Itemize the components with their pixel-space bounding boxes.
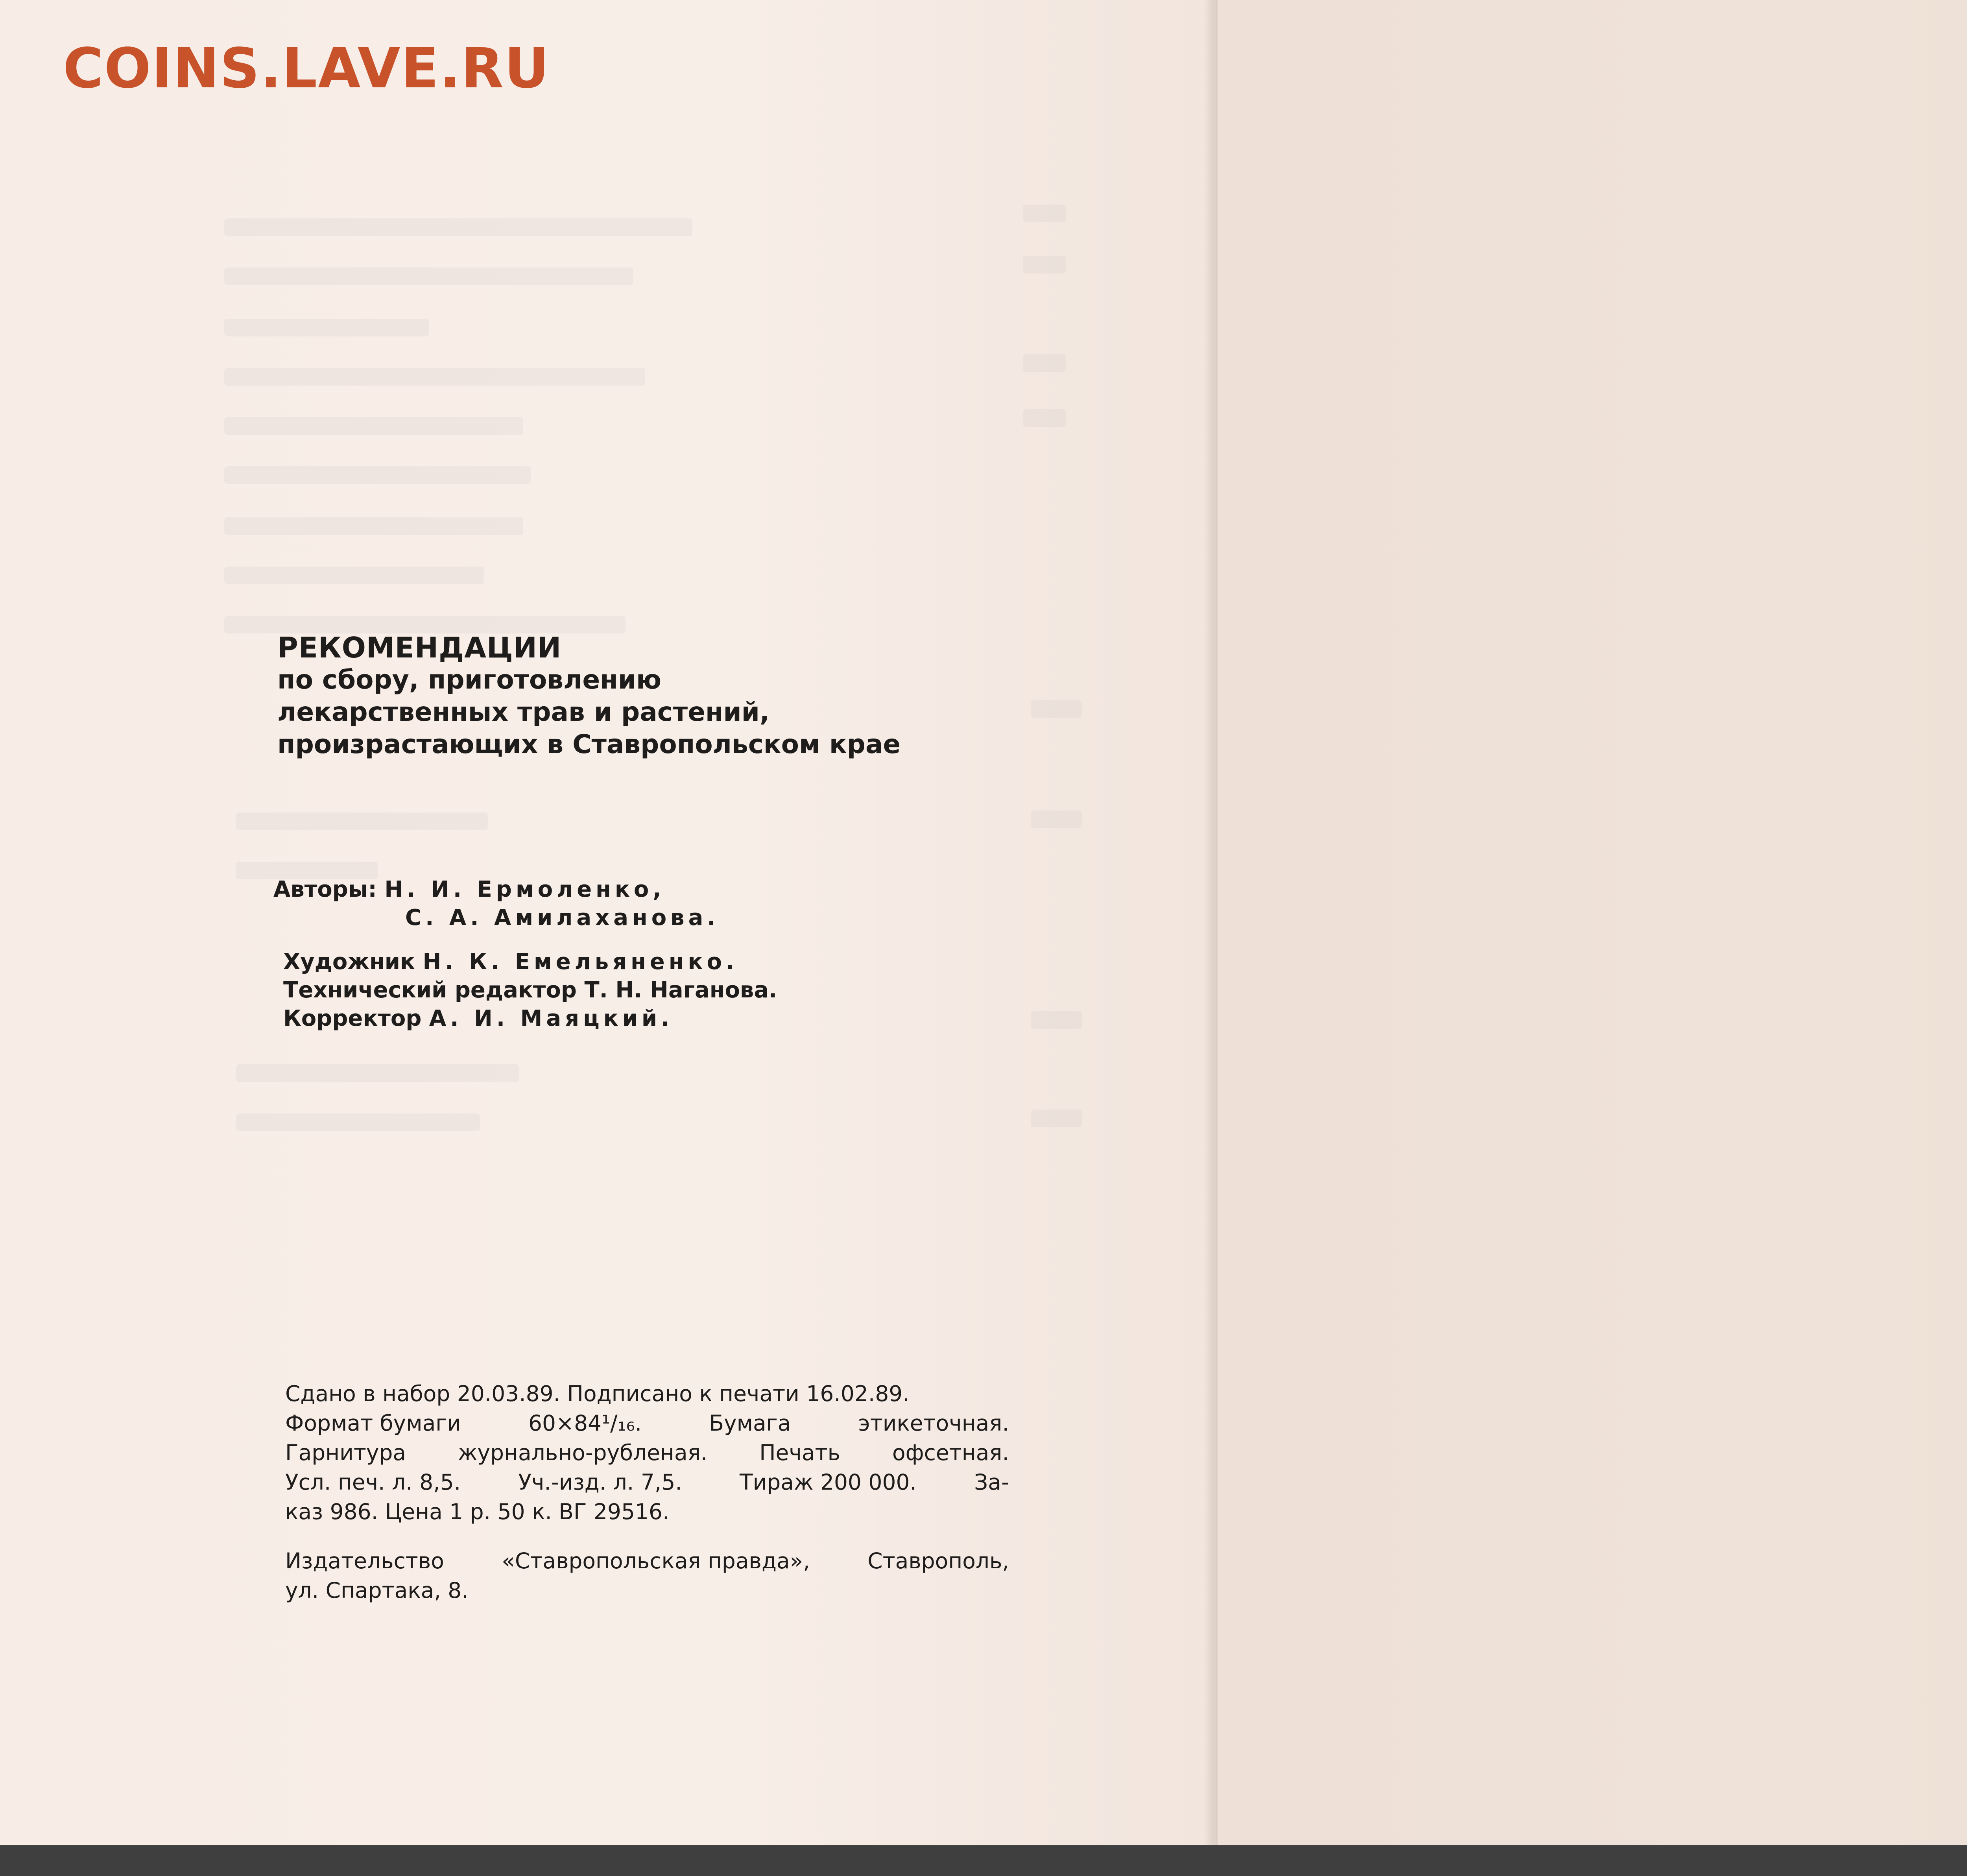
show-through-line bbox=[224, 417, 523, 435]
show-through-number bbox=[1023, 409, 1066, 427]
imprint-word: этикеточная. bbox=[858, 1411, 1009, 1436]
imprint-word: Тираж 200 000. bbox=[740, 1470, 917, 1495]
book-title bbox=[277, 631, 900, 761]
corrector-label: Корректор bbox=[283, 1006, 422, 1031]
artist-line bbox=[273, 948, 777, 976]
authors-label: Авторы: bbox=[273, 877, 377, 902]
show-through-line bbox=[236, 1064, 519, 1082]
title-line: лекарственных трав и растений, bbox=[277, 697, 770, 727]
imprint-line bbox=[285, 1409, 1009, 1438]
author-name: С. А. Амилаханова. bbox=[405, 905, 720, 931]
show-through-number bbox=[1031, 1011, 1082, 1029]
imprint-line: каз 986. Цена 1 р. 50 к. ВГ 29516. bbox=[285, 1499, 670, 1524]
authors-line bbox=[273, 904, 777, 932]
scan-background-bottom bbox=[0, 1845, 1967, 1876]
site-watermark: COINS.LAVE.RU bbox=[63, 37, 550, 101]
imprint-word: За- bbox=[974, 1470, 1009, 1495]
show-through-number bbox=[1031, 700, 1082, 718]
imprint-word: журнально-рубленая. bbox=[458, 1440, 708, 1465]
imprint-word: Усл. печ. л. 8,5. bbox=[285, 1470, 461, 1495]
show-through-line bbox=[224, 368, 645, 386]
publisher-name: «Ставропольская правда», bbox=[502, 1548, 810, 1573]
tech-editor-line bbox=[273, 976, 777, 1004]
title-line: по сбору, приготовлению bbox=[277, 665, 662, 695]
show-through-line bbox=[224, 319, 429, 336]
imprint-word: Печать bbox=[759, 1440, 841, 1465]
imprint-word: Гарнитура bbox=[285, 1440, 406, 1465]
credits-block bbox=[273, 875, 777, 1033]
right-page-blank bbox=[1218, 0, 1967, 1849]
publisher-line bbox=[285, 1546, 1009, 1576]
imprint-word: Уч.-изд. л. 7,5. bbox=[518, 1470, 682, 1495]
imprint-word: 60×84¹/₁₆. bbox=[528, 1411, 642, 1436]
artist-label: Художник bbox=[283, 949, 415, 975]
show-through-number bbox=[1031, 811, 1082, 828]
author-name: Н. И. Ермоленко, bbox=[384, 877, 665, 902]
show-through-line bbox=[224, 517, 523, 535]
publisher-address: ул. Спартака, 8. bbox=[285, 1578, 469, 1603]
imprint-line: Сдано в набор 20.03.89. Подписано к печати 16.02.89. bbox=[285, 1381, 910, 1406]
title-main: РЕКОМЕНДАЦИИ bbox=[277, 631, 562, 664]
imprint-block bbox=[285, 1379, 1009, 1605]
imprint-line bbox=[285, 1438, 1009, 1468]
show-through-line bbox=[224, 466, 531, 484]
show-through-line bbox=[224, 567, 484, 584]
imprint-word: офсетная. bbox=[892, 1440, 1009, 1465]
show-through-number bbox=[1023, 354, 1066, 372]
show-through-line bbox=[224, 268, 633, 285]
tech-editor-label: Технический редактор bbox=[283, 977, 577, 1003]
corrector-line bbox=[273, 1004, 777, 1033]
show-through-line bbox=[224, 218, 692, 236]
corrector-name: А. И. Маяцкий. bbox=[429, 1006, 674, 1031]
tech-editor-name: Т. Н. Наганова. bbox=[584, 977, 777, 1003]
show-through-number bbox=[1023, 205, 1066, 222]
imprint-word: Бумага bbox=[709, 1411, 791, 1436]
title-line: произрастающих в Ставропольском крае bbox=[277, 729, 901, 759]
show-through-line bbox=[236, 1113, 480, 1131]
show-through-number bbox=[1031, 1110, 1082, 1127]
artist-name: Н. К. Емельяненко. bbox=[423, 949, 738, 975]
imprint-word: Формат бумаги bbox=[285, 1411, 461, 1436]
authors-line bbox=[273, 875, 777, 904]
show-through-number bbox=[1023, 256, 1066, 273]
imprint-line bbox=[285, 1468, 1009, 1497]
publisher-city: Ставрополь, bbox=[867, 1548, 1009, 1573]
publisher-word: Издательство bbox=[285, 1548, 444, 1573]
show-through-line bbox=[236, 812, 488, 830]
